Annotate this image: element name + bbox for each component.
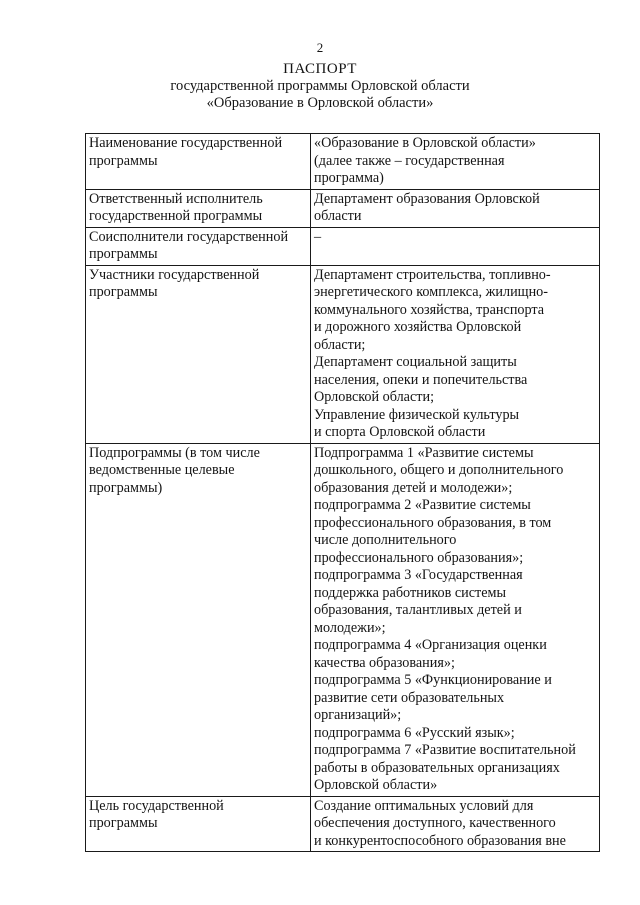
value-line: подпрограмма 6 «Русский язык»; (314, 724, 515, 741)
value-line: подпрограмма 2 «Развитие системы (314, 497, 531, 513)
passport-row-value-cell (311, 134, 600, 190)
value-line: и конкурентоспособного образования вне (314, 832, 566, 849)
passport-row-label-cell (86, 189, 311, 227)
value-line: профессионального образования, в том (314, 514, 552, 531)
label-line: программы (89, 246, 158, 262)
label-line: Соисполнители государственной (89, 228, 289, 245)
passport-row-label-cell (86, 265, 311, 443)
passport-row-program-name (86, 134, 600, 190)
passport-row-label-cell (86, 443, 311, 796)
value-line: Департамент строительства, топливно- (314, 266, 551, 283)
label-line: Наименование государственной (89, 135, 283, 151)
value-line: энергетического комплекса, жилищно- (314, 284, 548, 300)
label-line: программы) (89, 479, 163, 496)
value-line: развитие сети образовательных (314, 689, 505, 706)
value-line: – (314, 228, 322, 245)
value-line: работы в образовательных организациях (314, 759, 560, 776)
value-line: Департамент образования Орловской (314, 190, 540, 207)
value-line: (далее также – государственная (314, 152, 505, 169)
label-line: Участники государственной (89, 266, 260, 283)
passport-row-responsible-executor (86, 189, 600, 227)
value-line: Департамент социальной защиты (314, 354, 517, 370)
passport-row-value-cell (311, 227, 600, 265)
document-title: ПАСПОРТ (283, 61, 357, 77)
passport-row-value-cell (311, 265, 600, 443)
passport-row-label-cell (86, 134, 311, 190)
value-line: Подпрограмма 1 «Развитие системы (314, 444, 534, 461)
value-line: программа) (314, 170, 384, 186)
value-line: Управление физической культуры (314, 406, 520, 423)
value-line: образования детей и молодежи»; (314, 479, 513, 496)
label-line: программы (89, 152, 158, 169)
value-line: Орловской области» (314, 777, 438, 793)
value-line: и дорожного хозяйства Орловской (314, 319, 522, 335)
passport-row-value-cell (311, 189, 600, 227)
value-line: числе дополнительного (314, 532, 457, 548)
value-line: обеспечения доступного, качественного (314, 815, 556, 831)
value-line: области; (314, 336, 366, 353)
passport-row-subprograms (86, 443, 600, 796)
passport-row-co-executors (86, 227, 600, 265)
value-line: области (314, 208, 362, 224)
value-line: подпрограмма 4 «Организация оценки (314, 637, 547, 653)
value-line: дошкольного, общего и дополнительного (314, 462, 564, 478)
passport-table-body (86, 134, 600, 852)
passport-row-program-goal (86, 796, 600, 852)
passport-row-value-cell (311, 443, 600, 796)
passport-table (85, 133, 600, 852)
label-line: ведомственные целевые (89, 462, 235, 478)
value-line: «Образование в Орловской области» (314, 135, 536, 151)
value-line: Создание оптимальных условий для (314, 797, 534, 814)
passport-row-label-cell (86, 796, 311, 852)
label-line: государственной программы (89, 208, 263, 224)
label-line: программы (89, 284, 158, 300)
passport-row-participants (86, 265, 600, 443)
value-line: подпрограмма 7 «Развитие воспитательной (314, 742, 576, 758)
value-line: организаций»; (314, 707, 402, 723)
label-line: Ответственный исполнитель (89, 190, 263, 207)
document-subtitle-line-1: государственной программы Орловской области (170, 78, 470, 94)
value-line: коммунального хозяйства, транспорта (314, 301, 545, 318)
value-line: населения, опеки и попечительства (314, 371, 528, 388)
document-title-block (0, 60, 640, 112)
value-line: подпрограмма 3 «Государственная (314, 567, 523, 583)
label-line: программы (89, 815, 158, 831)
label-line: Подпрограммы (в том числе (89, 444, 260, 461)
value-line: молодежи»; (314, 619, 386, 636)
page-number: 2 (316, 40, 324, 55)
value-line: качества образования»; (314, 654, 455, 671)
value-line: поддержка работников системы (314, 584, 507, 601)
passport-row-label-cell (86, 227, 311, 265)
passport-row-value-cell (311, 796, 600, 852)
value-line: Орловской области; (314, 389, 435, 405)
value-line: образования, талантливых детей и (314, 602, 522, 618)
value-line: подпрограмма 5 «Функционирование и (314, 672, 552, 688)
document-subtitle-line-2: «Образование в Орловской области» (206, 95, 434, 111)
label-line: Цель государственной (89, 797, 224, 814)
value-line: и спорта Орловской области (314, 424, 486, 440)
value-line: профессионального образования»; (314, 549, 524, 566)
